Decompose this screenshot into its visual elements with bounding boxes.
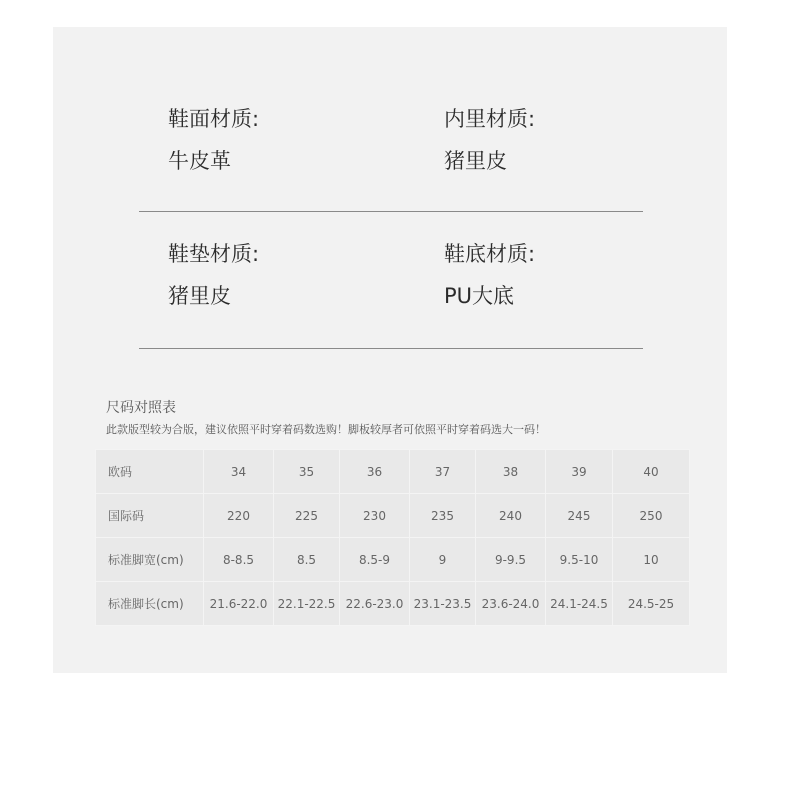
lining-material-label: 内里材质: (444, 107, 536, 131)
table-cell: 38 (476, 450, 546, 494)
table-cell: 230 (340, 494, 410, 538)
table-cell: 240 (476, 494, 546, 538)
lining-material-value: 猪里皮 (444, 149, 507, 173)
table-cell: 22.1-22.5 (274, 582, 340, 626)
sole-material-value: PU大底 (444, 284, 515, 308)
table-cell: 220 (204, 494, 274, 538)
table-cell: 40 (613, 450, 690, 494)
table-cell: 10 (613, 538, 690, 582)
table-cell: 8-8.5 (204, 538, 274, 582)
table-row (96, 494, 690, 538)
table-cell: 23.1-23.5 (410, 582, 476, 626)
upper-material-value: 牛皮革 (168, 149, 231, 173)
sole-material-label: 鞋底材质: (444, 242, 536, 266)
table-cell: 22.6-23.0 (340, 582, 410, 626)
size-chart-table (95, 449, 690, 626)
table-cell: 9 (410, 538, 476, 582)
row-header: 标准脚长(cm) (96, 582, 204, 626)
table-cell: 225 (274, 494, 340, 538)
divider (139, 348, 643, 349)
row-header: 国际码 (96, 494, 204, 538)
upper-material-label: 鞋面材质: (168, 107, 260, 131)
table-cell: 21.6-22.0 (204, 582, 274, 626)
table-cell: 23.6-24.0 (476, 582, 546, 626)
row-header: 标准脚宽(cm) (96, 538, 204, 582)
table-cell: 24.5-25 (613, 582, 690, 626)
insole-material-label: 鞋垫材质: (168, 242, 260, 266)
table-cell: 37 (410, 450, 476, 494)
size-chart-note: 此款版型较为合版，建议依照平时穿着码数选购！脚板较厚者可依照平时穿着码选大一码！ (106, 423, 546, 436)
table-cell: 36 (340, 450, 410, 494)
table-row (96, 582, 690, 626)
table-row (96, 450, 690, 494)
table-cell: 24.1-24.5 (546, 582, 613, 626)
table-cell: 34 (204, 450, 274, 494)
table-row (96, 538, 690, 582)
table-cell: 39 (546, 450, 613, 494)
table-cell: 8.5 (274, 538, 340, 582)
size-chart-title: 尺码对照表 (106, 400, 176, 416)
table-cell: 9-9.5 (476, 538, 546, 582)
table-cell: 35 (274, 450, 340, 494)
insole-material-value: 猪里皮 (168, 284, 231, 308)
table-cell: 235 (410, 494, 476, 538)
table-cell: 9.5-10 (546, 538, 613, 582)
table-cell: 8.5-9 (340, 538, 410, 582)
table-cell: 245 (546, 494, 613, 538)
table-cell: 250 (613, 494, 690, 538)
row-header: 欧码 (96, 450, 204, 494)
divider (139, 211, 643, 212)
